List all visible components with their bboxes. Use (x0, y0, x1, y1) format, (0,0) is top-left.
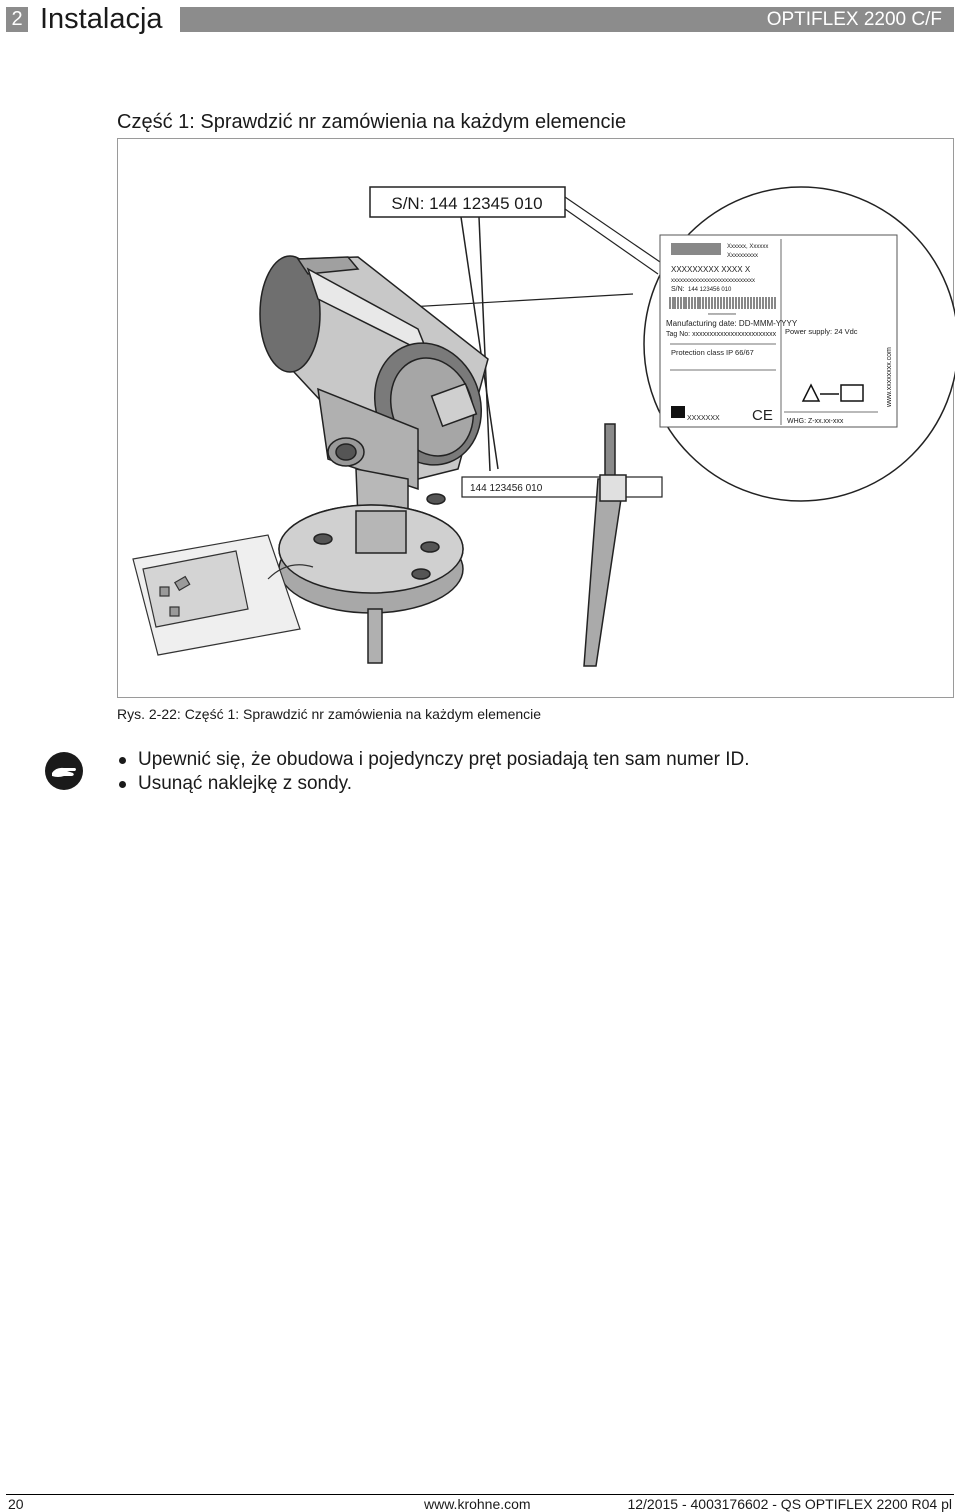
process-flange (279, 494, 463, 663)
hand-icon (44, 751, 84, 791)
figure-caption: Rys. 2-22: Część 1: Sprawdzić nr zamówienia na każdym elemencie (117, 706, 542, 722)
sn-callout-text: S/N: 144 12345 010 (391, 194, 543, 213)
svg-text:Power supply: 24 Vdc: Power supply: 24 Vdc (785, 327, 858, 336)
footer-doc-reference: 12/2015 - 4003176602 - QS OPTIFLEX 2200 R04 pl (627, 1496, 952, 1512)
svg-text:XXXXXXXXX XXXX X: XXXXXXXXX XXXX X (671, 265, 751, 274)
svg-text:Protection class IP 66/67: Protection class IP 66/67 (671, 348, 754, 357)
svg-text:Xxxxxxxxxx: Xxxxxxxxxx (727, 253, 759, 259)
ce-mark: CE (752, 407, 773, 424)
figure-device-illustration (117, 138, 954, 698)
header-bar (180, 7, 954, 32)
svg-text:S/N:: S/N: (671, 286, 685, 293)
svg-text:www.xxxxxxxx.com: www.xxxxxxxx.com (886, 347, 893, 407)
instruction-item: Usunąć naklejkę z sondy. (117, 772, 750, 796)
svg-text:144 123456 010: 144 123456 010 (688, 287, 732, 293)
section-title: Część 1: Sprawdzić nr zamówienia na każdym elemencie (117, 111, 627, 133)
svg-text:xxxxxxxxxxxxxx: xxxxxxxxxxxxxx (708, 311, 736, 316)
product-name: OPTIFLEX 2200 C/F (766, 9, 942, 30)
svg-text:XXXXXXX: XXXXXXX (687, 415, 720, 422)
device-drawing (118, 139, 955, 699)
krohne-logo (671, 406, 685, 418)
instruction-item: Upewnić się, że obudowa i pojedynczy pręt posiadają ten sam numer ID. (117, 748, 750, 772)
single-rod-probe (584, 424, 626, 666)
chapter-title: Instalacja (40, 3, 163, 35)
svg-text:144 123456 010: 144 123456 010 (470, 483, 543, 494)
svg-text:Xxxxxx, Xxxxxx: Xxxxxx, Xxxxxx (727, 244, 769, 250)
svg-text:Tag No: xxxxxxxxxxxxxxxxxxxxxx: Tag No: xxxxxxxxxxxxxxxxxxxxxxxx (666, 331, 777, 338)
svg-text:WHG: Z-xx.xx-xxx: WHG: Z-xx.xx-xxx (787, 418, 844, 425)
svg-text:xxxxxxxxxxxxxxxxxxxxxxxxxxxx: xxxxxxxxxxxxxxxxxxxxxxxxxxxx (671, 278, 755, 284)
footer-website: www.krohne.com (424, 1496, 531, 1512)
svg-text:Manufacturing date: DD-MMM-YYY: Manufacturing date: DD-MMM-YYYY (666, 319, 798, 328)
instruction-list (117, 748, 750, 796)
chapter-number: 2 (6, 7, 28, 32)
page-number: 20 (8, 1496, 24, 1512)
footer-divider (6, 1494, 954, 1495)
